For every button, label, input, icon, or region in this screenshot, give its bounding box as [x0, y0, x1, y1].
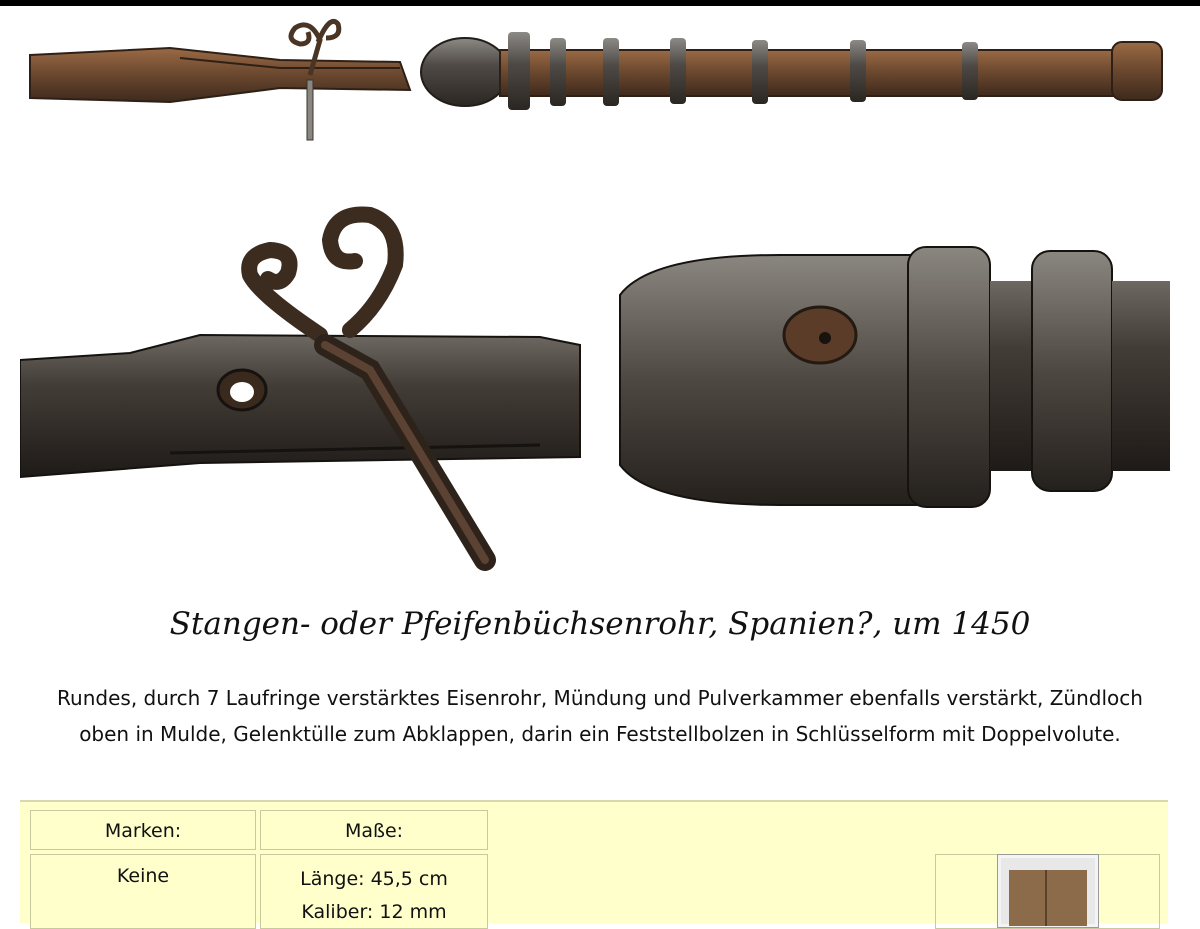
marken-value: Keine [30, 854, 256, 929]
top-border [0, 0, 1200, 6]
length-value: Länge: 45,5 cm [300, 868, 448, 890]
thumbnail-image[interactable] [998, 855, 1098, 927]
barrel-overview-photo [20, 10, 1180, 150]
thumbnail-picture [1009, 870, 1087, 926]
thumbnail-cell [935, 854, 1160, 929]
detail-photo-volute-key [20, 195, 1170, 585]
caliber-value: Kaliber: 12 mm [301, 901, 447, 923]
info-panel [20, 800, 1168, 923]
object-description: Rundes, durch 7 Laufringe verstärktes Eisenrohr, Mündung und Pulverkammer ebenfalls verstärkt, Zündloch oben in Mulde, Gelenktülle zum Abklappen, darin ein Feststellbolzen in Schlüsselform mit Doppelvolute. [57, 686, 1143, 746]
masse-header: Maße: [260, 810, 488, 850]
masse-values [260, 854, 488, 929]
object-title: Stangen- oder Pfeifenbüchsenrohr, Spanien?, um 1450 [169, 606, 1031, 642]
marken-header: Marken: [30, 810, 256, 850]
